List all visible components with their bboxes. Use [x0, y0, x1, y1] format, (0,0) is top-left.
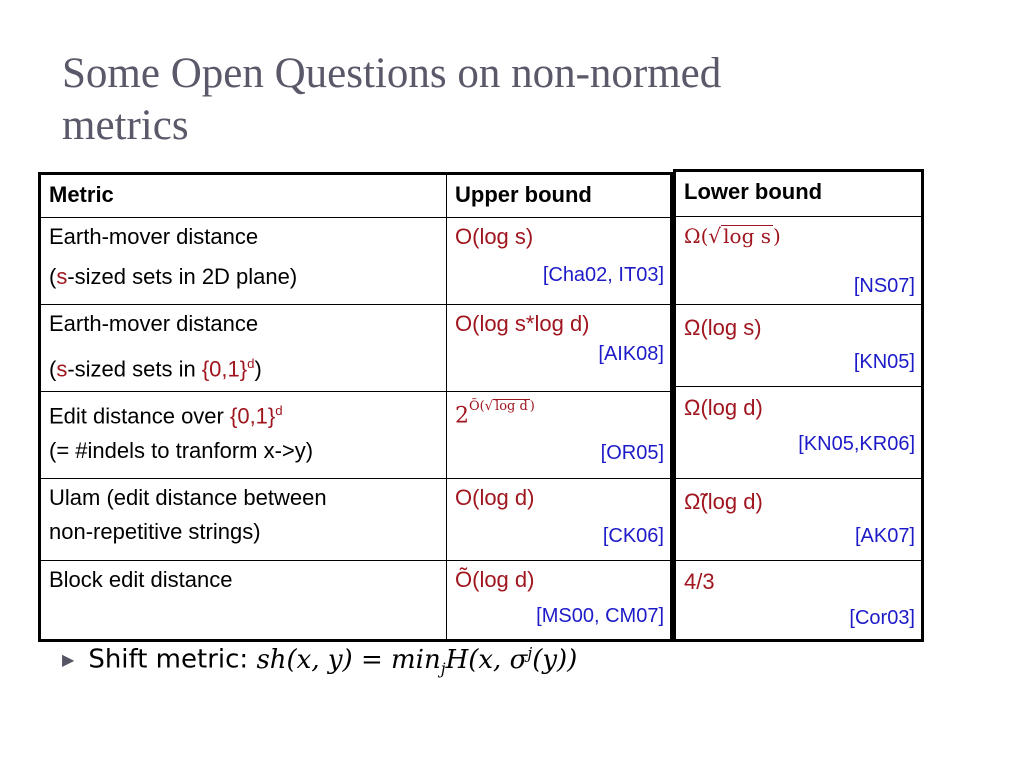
table-row [675, 387, 923, 479]
slide-title [62, 48, 962, 152]
lower-bound-table [673, 169, 924, 642]
table-row [40, 392, 672, 479]
table-header-row [40, 174, 672, 218]
lower-bound-value: Ω(√ log s ) [684, 224, 781, 248]
lower-bound-citation: [AK07] [854, 525, 915, 547]
table-row [40, 218, 672, 305]
table-row [675, 561, 923, 641]
lower-bound-citation: [NS07] [853, 275, 915, 297]
upper-bound-value: Õ(log d) [455, 567, 535, 592]
metric-name: Edit distance over $\{0,1\}^d$ [49, 403, 283, 429]
metric-name: Earth-mover distance [49, 224, 259, 249]
header-upper-bound: Upper bound [455, 182, 592, 207]
metric-name: Ulam (edit distance between [49, 485, 327, 510]
lower-bound-value: Ω(log s) [684, 315, 762, 340]
upper-bound-citation: [AIK08] [598, 343, 664, 365]
table-row [675, 217, 923, 305]
table-row [40, 305, 672, 392]
metric-name: Earth-mover distance [49, 311, 259, 336]
table-row [675, 479, 923, 561]
metric-detail: (s-sized sets in 2D plane) [49, 264, 298, 289]
lower-bound-value: Ω̃(log d) [684, 489, 763, 514]
lower-bound-citation: [Cor03] [849, 607, 915, 629]
lower-bound-value: Ω(log d) [684, 395, 763, 420]
metric-detail: non-repetitive strings) [49, 519, 261, 544]
header-metric: Metric [49, 182, 114, 207]
lower-bound-citation: [KN05,KR06] [798, 433, 915, 455]
upper-bound-citation: [Cha02, IT03] [542, 264, 664, 286]
shift-metric-bullet [62, 644, 577, 678]
upper-bound-value: O(log s) [455, 224, 534, 249]
upper-bound-citation: [CK06] [602, 525, 664, 547]
header-lower-bound: Lower bound [684, 179, 823, 204]
upper-bound-value: O(log d) [455, 485, 535, 510]
metric-detail: (= #indels to tranform x->y) [49, 438, 314, 463]
upper-bound-value: $2^{Õ(√ log d )}$ [455, 399, 535, 429]
upper-bound-citation: [MS00, CM07] [536, 605, 664, 627]
table-header-row [675, 171, 923, 217]
lower-bound-citation: [KN05] [853, 351, 915, 373]
metrics-table [38, 172, 673, 642]
upper-bound-value: O(log s*log d) [455, 311, 590, 336]
table-row [40, 479, 672, 561]
shift-metric-formula: sh(x, $y) = \min_jH(x$, $\sigma^j(y)$) [256, 644, 578, 678]
upper-bound-citation: [OR05] [600, 442, 664, 464]
lower-bound-value: 4/3 [684, 569, 715, 594]
table-row [40, 561, 672, 641]
bullet-label: Shift metric: [88, 644, 249, 675]
bullet-arrow-icon: ▶ [62, 649, 75, 669]
table-row [675, 305, 923, 387]
title-line-1: Some Open Questions on non-normed [62, 50, 722, 97]
title-line-2: metrics [62, 102, 189, 149]
metric-detail: (s-sized sets in $\{0,1\}^d$) [49, 356, 262, 382]
metric-name: Block edit distance [49, 567, 233, 592]
